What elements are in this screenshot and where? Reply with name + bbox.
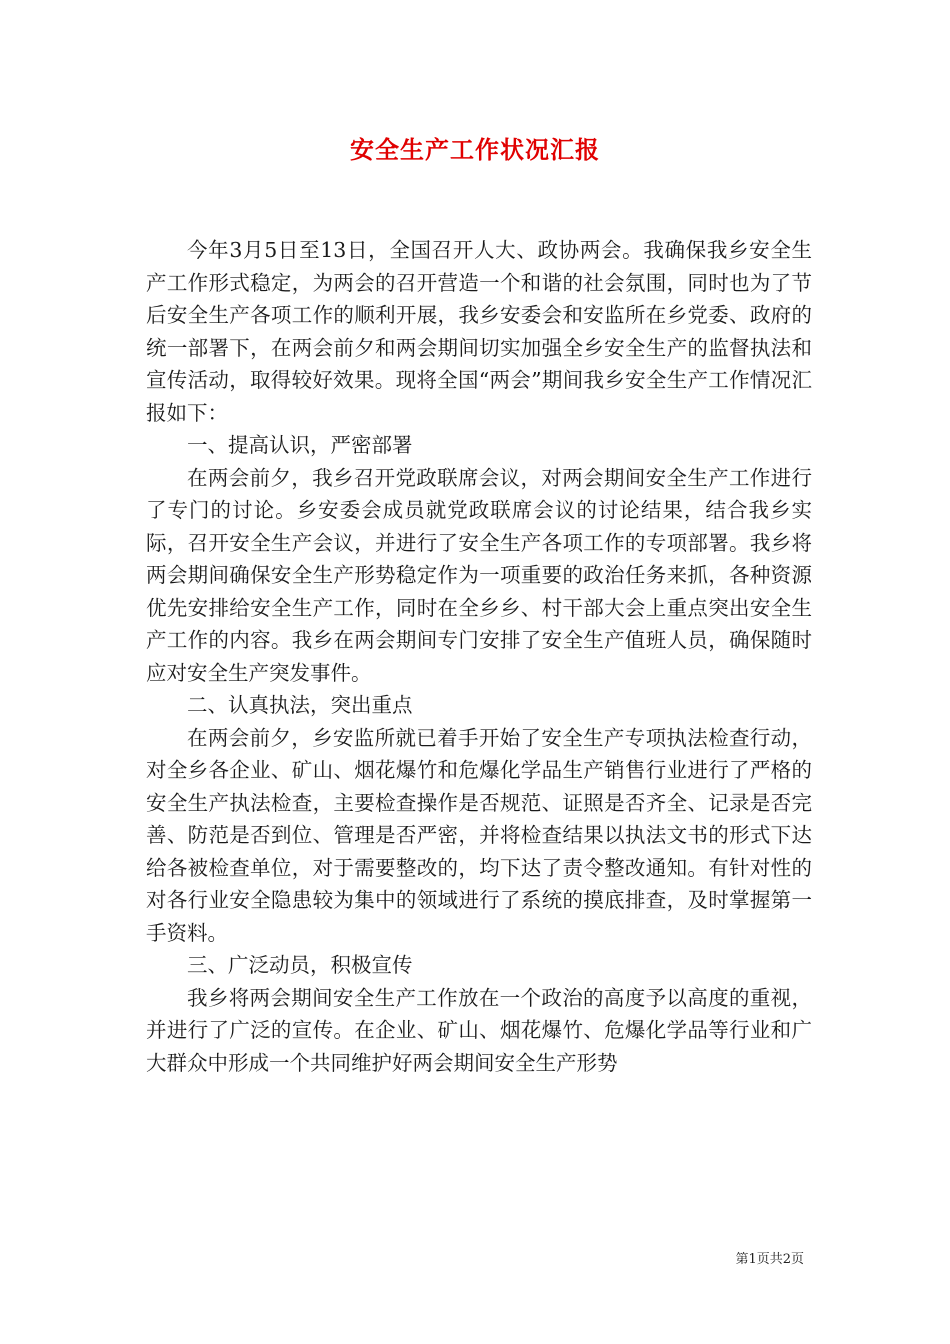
section-heading-3: 三、广泛动员，积极宣传: [187, 953, 413, 977]
paragraph-section-3: 我乡将两会期间安全生产工作放在一个政治的高度予以高度的重视，并进行了广泛的宣传。在企业、矿山、烟花爆竹、危爆化学品等行业和广大群众中形成一个共同维护好两会期间安全生产形势: [146, 985, 812, 1075]
paragraph-section-2: 在两会前夕，乡安监所就已着手开始了安全生产专项执法检查行动，对全乡各企业、矿山、烟花爆竹和危爆化学品生产销售行业进行了严格的安全生产执法检查，主要检查操作是否规范、证照是否齐全、记录是否完善、防范是否到位、管理是否严密，并将检查结果以执法文书的形式下达给各被检查单位，对于需要整改的，均下达了责令整改通知。有针对性的对各行业安全隐患较为集中的领域进行了系统的摸底排查，及时掌握第一手资料。: [146, 725, 812, 945]
page-number-footer: 第1页共2页: [735, 1252, 804, 1267]
document-title: 安全生产工作状况汇报: [350, 135, 600, 164]
section-heading-2: 二、认真执法，突出重点: [187, 693, 413, 717]
paragraph-section-1: 在两会前夕，我乡召开党政联席会议，对两会期间安全生产工作进行了专门的讨论。乡安委会成员就党政联席会议的讨论结果，结合我乡实际，召开安全生产会议，并进行了安全生产各项工作的专项部署。我乡将两会期间确保安全生产形势稳定作为一项重要的政治任务来抓，各种资源优先安排给安全生产工作，同时在全乡乡、村干部大会上重点突出安全生产工作的内容。我乡在两会期间专门安排了安全生产值班人员，确保随时应对安全生产突发事件。: [146, 465, 812, 685]
paragraph-intro: 今年3月5日至13日，全国召开人大、政协两会。我确保我乡安全生产工作形式稳定，为两会的召开营造一个和谐的社会氛围，同时也为了节后安全生产各项工作的顺利开展，我乡安委会和安监所在乡党委、政府的统一部署下，在两会前夕和两会期间切实加强全乡安全生产的监督执法和宣传活动，取得较好效果。现将全国“两会”期间我乡安全生产工作情况汇报如下：: [146, 238, 812, 425]
section-heading-1: 一、提高认识，严密部署: [187, 433, 413, 457]
document-body: [146, 234, 812, 1079]
